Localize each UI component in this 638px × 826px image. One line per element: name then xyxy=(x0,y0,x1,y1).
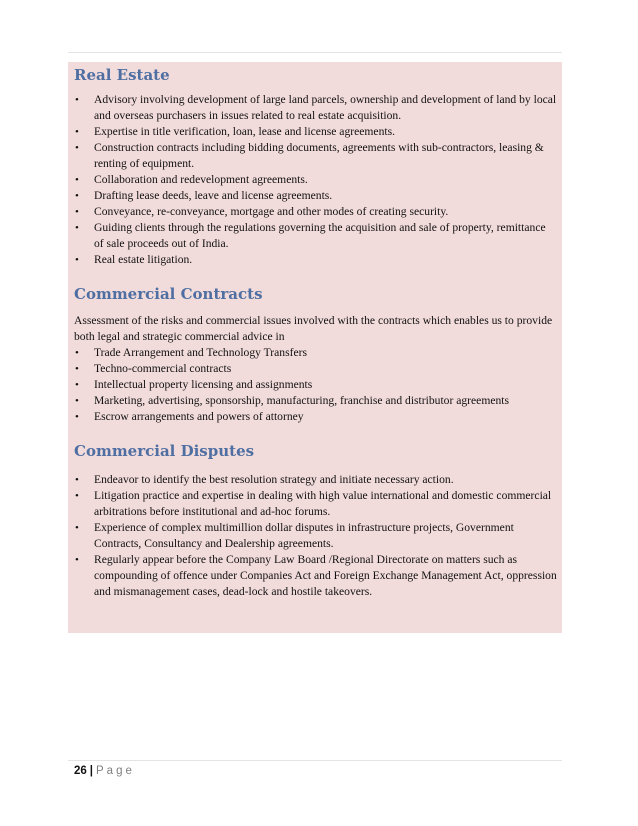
bullet-icon: • xyxy=(75,490,79,502)
footer-divider xyxy=(68,760,562,761)
list-item-text: Expertise in title verification, loan, lease and license agreements. xyxy=(94,125,395,138)
bullet-icon: • xyxy=(75,554,79,566)
list-item xyxy=(74,92,558,124)
list-item-text: Techno-commercial contracts xyxy=(94,362,232,375)
real-estate-heading: Real Estate xyxy=(74,66,170,84)
bullet-icon: • xyxy=(75,142,79,154)
list-item xyxy=(74,488,558,520)
page-label: Page xyxy=(96,765,135,777)
bullet-icon: • xyxy=(75,222,79,234)
commercial-contracts-heading: Commercial Contracts xyxy=(74,285,263,303)
list-item-text: Litigation practice and expertise in dealing with high value international and domestic commercial arbitrations before institutional and ad-hoc forums. xyxy=(94,489,552,518)
list-item-text: Advisory involving development of large land parcels, ownership and development of land by local and overseas purchasers in issues related to real estate acquisition. xyxy=(94,93,557,122)
bullet-icon: • xyxy=(75,395,79,407)
list-item xyxy=(74,220,558,252)
list-item-text: Endeavor to identify the best resolution strategy and initiate necessary action. xyxy=(94,473,454,486)
bullet-icon: • xyxy=(75,347,79,359)
bullet-icon: • xyxy=(75,363,79,375)
bullet-icon: • xyxy=(75,190,79,202)
real-estate-list xyxy=(74,92,558,268)
list-item xyxy=(74,520,558,552)
list-item xyxy=(74,124,558,140)
bullet-icon: • xyxy=(75,206,79,218)
list-item xyxy=(74,377,558,393)
list-item xyxy=(74,361,558,377)
list-item-text: Regularly appear before the Company Law Board /Regional Directorate on matters such as compounding of offence under Companies Act and Foreign Exchange Management Act, oppression and mismanagement cases, dead-lock and hostile takeovers. xyxy=(94,553,557,598)
bullet-icon: • xyxy=(75,522,79,534)
page-footer xyxy=(74,764,135,778)
list-item xyxy=(74,472,558,488)
list-item xyxy=(74,552,558,600)
list-item-text: Marketing, advertising, sponsorship, manufacturing, franchise and distributor agreements xyxy=(94,394,510,407)
commercial-disputes-list xyxy=(74,472,558,600)
list-item-text: Real estate litigation. xyxy=(94,253,193,266)
bullet-icon: • xyxy=(75,126,79,138)
footer-separator: | xyxy=(89,765,94,777)
list-item-text: Construction contracts including bidding documents, agreements with sub-contractors, leasing & renting of equipment. xyxy=(94,141,544,170)
list-item-text: Guiding clients through the regulations governing the acquisition and sale of property, remittance of sale proceeds out of India. xyxy=(94,221,546,250)
commercial-disputes-heading: Commercial Disputes xyxy=(74,442,255,460)
list-item xyxy=(74,409,558,425)
commercial-contracts-intro: Assessment of the risks and commercial issues involved with the contracts which enables us to provide both legal and strategic commercial advice in xyxy=(74,314,553,343)
bullet-icon: • xyxy=(75,174,79,186)
list-item-text: Escrow arrangements and powers of attorney xyxy=(94,410,304,423)
list-item xyxy=(74,188,558,204)
list-item-text: Experience of complex multimillion dollar disputes in infrastructure projects, Government Contracts, Consultancy and Dealership agreements. xyxy=(94,521,514,550)
bullet-icon: • xyxy=(75,411,79,423)
list-item-text: Conveyance, re-conveyance, mortgage and other modes of creating security. xyxy=(94,205,449,218)
commercial-contracts-list xyxy=(74,345,558,425)
header-divider xyxy=(68,52,562,53)
list-item-text: Drafting lease deeds, leave and license agreements. xyxy=(94,189,333,202)
bullet-icon: • xyxy=(75,254,79,266)
list-item xyxy=(74,252,558,268)
list-item-text: Intellectual property licensing and assignments xyxy=(94,378,313,391)
list-item xyxy=(74,140,558,172)
list-item-text: Trade Arrangement and Technology Transfers xyxy=(94,346,307,359)
bullet-icon: • xyxy=(75,94,79,106)
list-item xyxy=(74,172,558,188)
list-item-text: Collaboration and redevelopment agreements. xyxy=(94,173,308,186)
page-number: 26 xyxy=(74,765,87,777)
list-item xyxy=(74,393,558,409)
bullet-icon: • xyxy=(75,379,79,391)
list-item xyxy=(74,204,558,220)
content-panel xyxy=(68,62,562,633)
list-item xyxy=(74,345,558,361)
bullet-icon: • xyxy=(75,474,79,486)
